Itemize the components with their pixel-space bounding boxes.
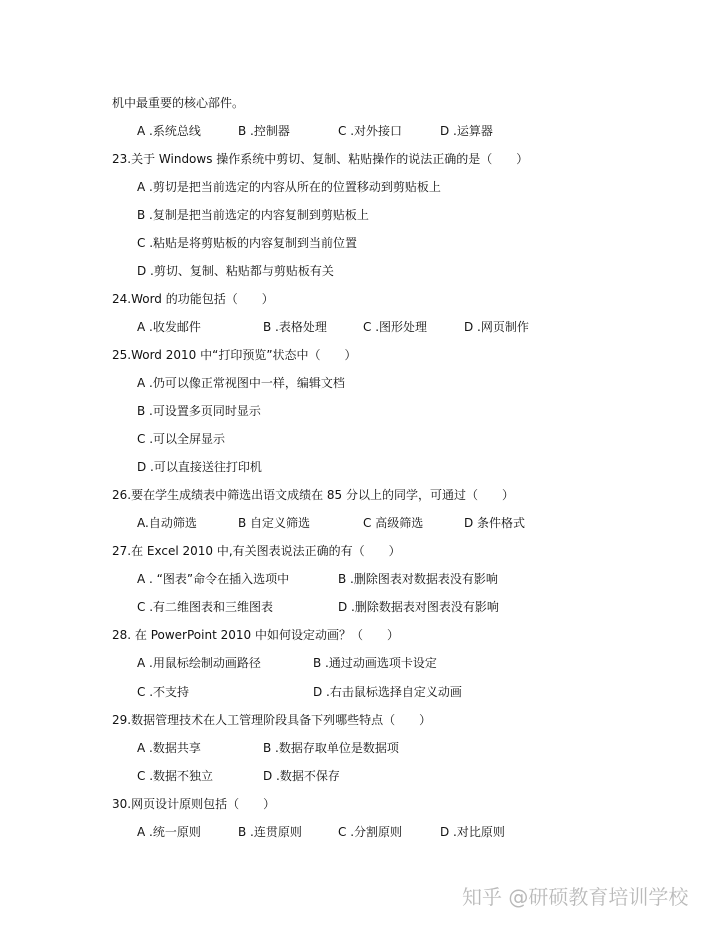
q28-option-d: D .右击鼠标选择自定义动画 [313,685,462,699]
q23-stem: 23.关于 Windows 操作系统中剪切、复制、粘贴操作的说法正确的是（ ） [112,152,529,166]
question-continuation: 机中最重要的核心部件。 [112,96,245,110]
q28-option-c: C .不支持 [137,685,190,699]
q23-option-d: D .剪切、复制、粘贴都与剪贴板有关 [137,264,334,278]
q22-option-c: C .对外接口 [338,124,403,138]
q25-option-c: C .可以全屏显示 [137,432,226,446]
q23-option-b: B .复制是把当前选定的内容复制到剪贴板上 [137,208,369,222]
q25-option-d: D .可以直接送往打印机 [137,460,262,474]
q28-option-a: A .用鼠标绘制动画路径 [137,656,261,670]
q22-option-b: B .控制器 [238,124,290,138]
q23-option-a: A .剪切是把当前选定的内容从所在的位置移动到剪贴板上 [137,180,441,194]
q26-option-c: C 高级筛选 [363,516,424,530]
q25-option-a: A .仍可以像正常视图中一样，编辑文档 [137,376,345,390]
q29-option-b: B .数据存取单位是数据项 [263,741,399,755]
q29-option-c: C .数据不独立 [137,769,214,783]
q29-stem: 29.数据管理技术在人工管理阶段具备下列哪些特点（ ） [112,713,432,727]
q26-option-a: A.自动筛选 [137,516,197,530]
q27-stem: 27.在 Excel 2010 中,有关图表说法正确的有（ ） [112,544,401,558]
q29-option-d: D .数据不保存 [263,769,340,783]
q26-stem: 26.要在学生成绩表中筛选出语文成绩在 85 分以上的同学，可通过（ ） [112,488,514,502]
q25-stem: 25.Word 2010 中“打印预览”状态中（ ） [112,348,357,362]
q24-option-b: B .表格处理 [263,320,327,334]
q28-option-b: B .通过动画选项卡设定 [313,656,437,670]
q30-option-a: A .统一原则 [137,825,201,839]
q23-option-c: C .粘贴是将剪贴板的内容复制到当前位置 [137,236,358,250]
q25-option-b: B .可设置多页同时显示 [137,404,261,418]
q26-option-d: D 条件格式 [464,516,526,530]
q30-option-d: D .对比原则 [440,825,505,839]
q24-stem: 24.Word 的功能包括（ ） [112,292,274,306]
q22-option-a: A .系统总线 [137,124,201,138]
q27-option-a: A . “图表”命令在插入选项中 [137,572,290,586]
q30-option-c: C .分割原则 [338,825,403,839]
q28-stem: 28. 在 PowerPoint 2010 中如何设定动画？（ ） [112,628,399,642]
q27-option-d: D .删除数据表对图表没有影响 [338,600,499,614]
q30-stem: 30.网页设计原则包括（ ） [112,797,276,811]
q26-option-b: B 自定义筛选 [238,516,311,530]
q24-option-d: D .网页制作 [464,320,529,334]
q27-option-c: C .有二维图表和三维图表 [137,600,274,614]
q24-option-c: C .图形处理 [363,320,428,334]
zhihu-watermark: 知乎 @研硕教育培训学校 [462,885,689,909]
q29-option-a: A .数据共享 [137,741,201,755]
q24-option-a: A .收发邮件 [137,320,201,334]
q27-option-b: B .删除图表对数据表没有影响 [338,572,498,586]
q22-option-d: D .运算器 [440,124,493,138]
q30-option-b: B .连贯原则 [238,825,302,839]
